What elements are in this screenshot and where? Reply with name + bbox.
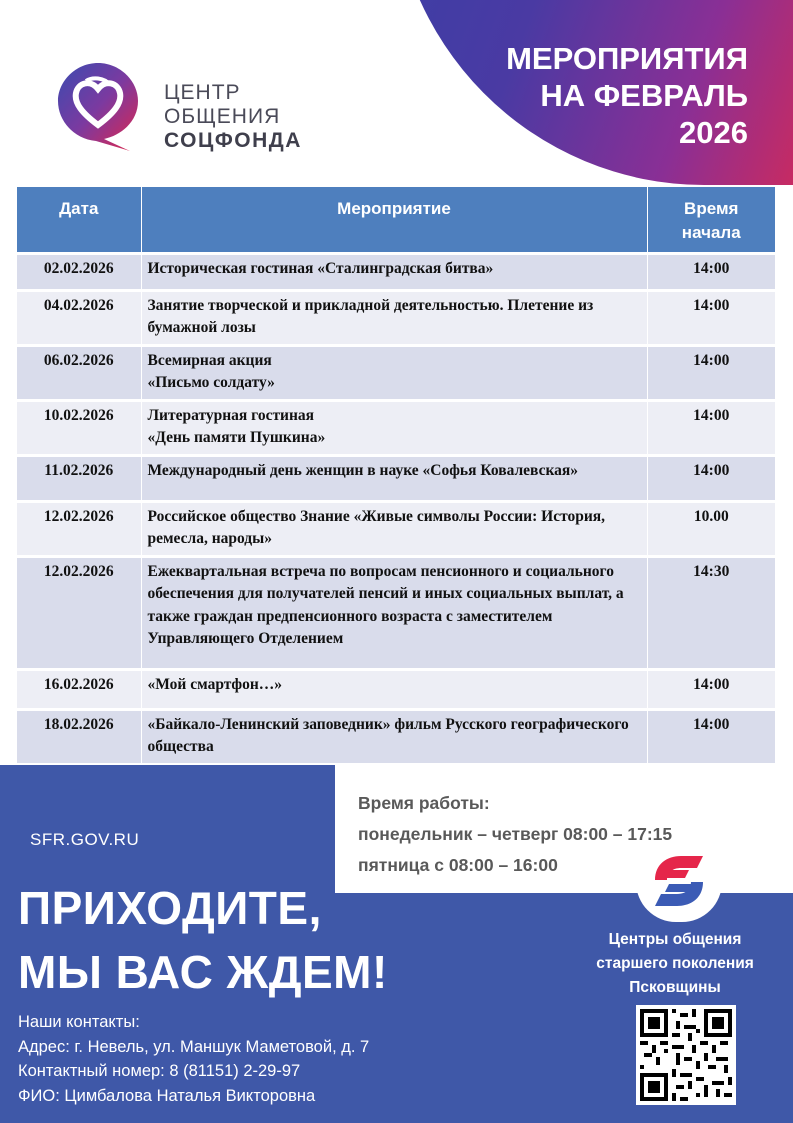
logo-line-2: ОБЩЕНИЯ	[164, 105, 281, 128]
row-event: Всемирная акция «Письмо солдату»	[141, 345, 647, 400]
header-time-line-2: начала	[681, 223, 741, 242]
row-date: 18.02.2026	[17, 709, 141, 764]
events-table-wrapper	[17, 187, 775, 818]
poster-title	[448, 40, 748, 151]
logo-wordmark	[164, 81, 302, 153]
centers-line-2: старшего поколения	[596, 955, 754, 972]
row-date: 02.02.2026	[17, 253, 141, 290]
slogan-line-2: МЫ ВАС ЖДЕМ!	[18, 946, 388, 998]
row-event: Литературная гостиная «День памяти Пушкина»	[141, 400, 647, 455]
table-row	[17, 345, 775, 400]
row-time: 14:00	[647, 253, 775, 290]
row-time: 14:00	[647, 290, 775, 345]
table-header-row	[17, 187, 775, 253]
logo-line-3: СОЦФОНДА	[164, 129, 302, 152]
header-time	[647, 187, 775, 253]
sfr-logo-icon	[645, 850, 713, 912]
table-row	[17, 253, 775, 290]
row-date: 12.02.2026	[17, 501, 141, 556]
row-event: «Байкало-Ленинский заповедник» фильм Русского географического общества	[141, 709, 647, 764]
table-row	[17, 709, 775, 764]
work-hours-title: Время работы:	[358, 793, 490, 813]
header-time-line-1: Время	[684, 199, 739, 218]
row-time: 10.00	[647, 501, 775, 556]
header-event: Мероприятие	[141, 187, 647, 253]
row-date: 16.02.2026	[17, 669, 141, 709]
events-table	[17, 187, 775, 818]
row-event: «Мой смартфон…»	[141, 669, 647, 709]
website-link[interactable]: SFR.GOV.RU	[30, 830, 140, 849]
table-row	[17, 669, 775, 709]
slogan	[18, 876, 388, 1004]
row-date: 06.02.2026	[17, 345, 141, 400]
row-date: 11.02.2026	[17, 455, 141, 501]
row-date: 04.02.2026	[17, 290, 141, 345]
header-date: Дата	[17, 187, 141, 253]
row-time: 14:30	[647, 556, 775, 669]
row-time: 14:00	[647, 709, 775, 764]
centers-caption	[570, 928, 780, 1000]
centers-line-1: Центры общения	[608, 931, 742, 948]
work-hours-line-2: пятница с 08:00 – 16:00	[358, 855, 558, 875]
heart-chat-logo-icon	[52, 55, 144, 155]
center-logo	[52, 55, 342, 165]
table-row	[17, 400, 775, 455]
logo-line-1: ЦЕНТР	[164, 81, 241, 104]
poster-title-line-2: НА ФЕВРАЛЬ	[540, 78, 748, 113]
row-date: 10.02.2026	[17, 400, 141, 455]
row-event: Ежеквартальная встреча по вопросам пенсионного и социального обеспечения для получателей пенсий и иных социальных выплат, а также граждан предпенсионного возраста с заместителем Управляющего Отделением	[141, 556, 647, 669]
qr-code-icon	[640, 1009, 732, 1101]
row-event: Международный день женщин в науке «Софья Ковалевская»	[141, 455, 647, 501]
contacts-address: Адрес: г. Невель, ул. Маншук Маметовой, д. 7	[18, 1037, 370, 1056]
table-body	[17, 253, 775, 818]
row-event: Российское общество Знание «Живые символы России: История, ремесла, народы»	[141, 501, 647, 556]
poster-title-line-3: 2026	[679, 115, 748, 150]
contacts-title: Наши контакты:	[18, 1013, 140, 1031]
poster-title-line-1: МЕРОПРИЯТИЯ	[506, 41, 748, 76]
row-time: 14:00	[647, 455, 775, 501]
work-hours	[358, 788, 672, 881]
contacts-phone: Контактный номер: 8 (81151) 2-29-97	[18, 1062, 301, 1080]
slogan-line-1: ПРИХОДИТЕ,	[18, 882, 322, 934]
table-row	[17, 556, 775, 669]
table-row	[17, 455, 775, 501]
row-event: Историческая гостиная «Сталинградская битва»	[141, 253, 647, 290]
qr-code[interactable]	[636, 1005, 736, 1105]
contacts-person: ФИО: Цимбалова Наталья Викторовна	[18, 1086, 316, 1105]
row-date: 12.02.2026	[17, 556, 141, 669]
table-row	[17, 290, 775, 345]
row-event: Занятие творческой и прикладной деятельностью. Плетение из бумажной лозы	[141, 290, 647, 345]
work-hours-line-1: понедельник – четверг 08:00 – 17:15	[358, 824, 673, 844]
table-row	[17, 501, 775, 556]
row-time: 14:00	[647, 669, 775, 709]
contacts	[18, 1010, 369, 1108]
row-time: 14:00	[647, 400, 775, 455]
row-time: 14:00	[647, 345, 775, 400]
centers-line-3: Псковщины	[629, 979, 721, 996]
